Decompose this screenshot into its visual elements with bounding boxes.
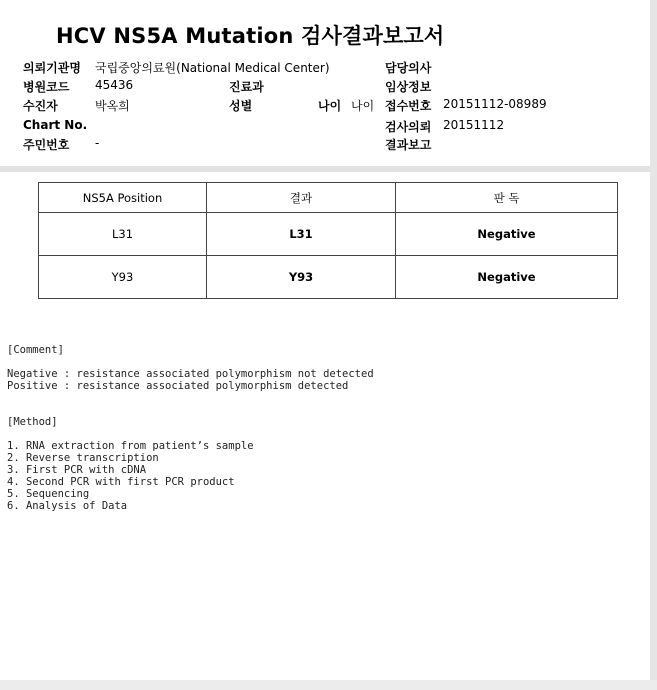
patient-value: 박옥희: [95, 99, 130, 113]
cell-position: L31: [39, 213, 207, 256]
cell-reading: Negative: [396, 256, 618, 299]
chart-label: Chart No.: [23, 118, 88, 132]
patient-label: 수진자: [23, 99, 58, 113]
header-result: 결과: [207, 183, 396, 213]
cell-result: L31: [207, 213, 396, 256]
comment-line: Negative : resistance associated polymorphism not detected: [7, 368, 374, 380]
report-label: 결과보고: [385, 138, 432, 152]
request-label: 검사의뢰: [385, 120, 432, 134]
method-line: 5. Sequencing: [7, 488, 90, 500]
clinical-label: 임상정보: [385, 80, 432, 94]
receipt-value: 20151112-08989: [443, 97, 547, 111]
receipt-label: 접수번호: [385, 99, 432, 113]
id-value: -: [95, 136, 100, 150]
comment-heading: [Comment]: [7, 344, 64, 356]
table-row: [39, 213, 618, 256]
header-divider: [0, 166, 657, 172]
institution-label: 의뢰기관명: [23, 61, 81, 75]
hospital-code-label: 병원코드: [23, 80, 70, 94]
institution-value: 국립중앙의료원(National Medical Center): [95, 61, 330, 75]
department-label: 진료과: [229, 80, 264, 94]
sex-label: 성별: [229, 99, 253, 113]
horizontal-scrollbar[interactable]: [0, 680, 657, 690]
doctor-label: 담당의사: [385, 61, 432, 75]
cell-result: Y93: [207, 256, 396, 299]
comment-line: Positive : resistance associated polymorphism detected: [7, 380, 349, 392]
age-value: 나이: [351, 99, 375, 113]
table-header-row: [39, 183, 618, 213]
cell-position: Y93: [39, 256, 207, 299]
header-reading: 판 독: [396, 183, 618, 213]
method-line: 1. RNA extraction from patient’s sample: [7, 440, 254, 452]
age-label: 나이: [318, 99, 342, 113]
vertical-scrollbar[interactable]: [650, 0, 657, 690]
method-heading: [Method]: [7, 416, 58, 428]
table-row: [39, 256, 618, 299]
cell-reading: Negative: [396, 213, 618, 256]
page-title: HCV NS5A Mutation 검사결과보고서: [56, 24, 445, 48]
method-line: 2. Reverse transcription: [7, 452, 159, 464]
request-value: 20151112: [443, 118, 505, 132]
id-label: 주민번호: [23, 138, 70, 152]
method-line: 6. Analysis of Data: [7, 500, 128, 512]
method-line: 3. First PCR with cDNA: [7, 464, 147, 476]
report-header: [0, 0, 657, 166]
header-position: NS5A Position: [39, 183, 207, 213]
hospital-code-value: 45436: [95, 78, 134, 92]
result-table: [38, 182, 618, 299]
method-line: 4. Second PCR with first PCR product: [7, 476, 235, 488]
